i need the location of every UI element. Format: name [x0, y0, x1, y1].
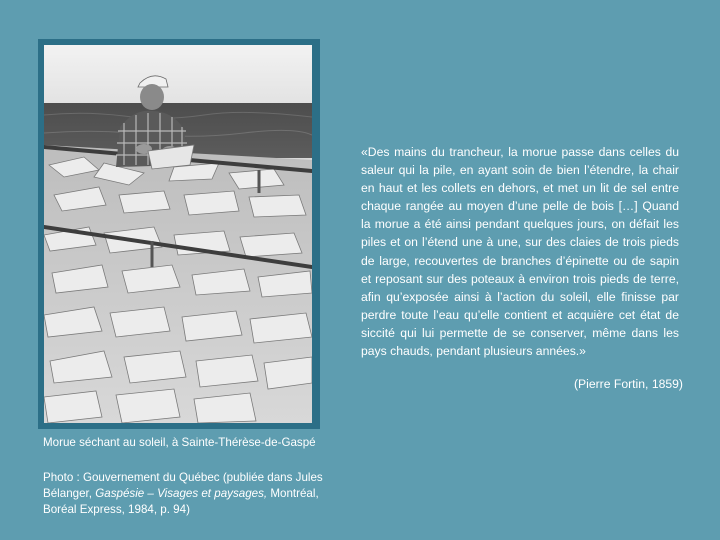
credit-prefix: Photo : Gouvernement du Québec (publiée dans Jules Bélanger,: [43, 471, 323, 501]
fisherman-drying-cod-photo: [44, 45, 312, 423]
credit-book-title: Gaspésie – Visages et paysages,: [95, 487, 268, 501]
photo-credit: [43, 470, 343, 519]
credit-suffix: Montréal, Boréal Express, 1984, p. 94): [43, 487, 319, 517]
historical-quote: «Des mains du trancheur, la morue passe dans celles du saleur qui la pile, en ayant soin de bien l’étendre, la chair en haut et les collets en dehors, et met un lit de sel entre chaque rangée au moyen d’une pelle de bois […] Quand la morue a été ainsi pendant quelques jours, on défait les piles et on l’étend une à une, sur des claies de trois pieds de large, recouvertes de branches d’épinette ou de sapin et reposant sur des poteaux à environ trois pieds de terre, afin qu’exposée ainsi à l’action du soleil, elle finisse par perdre toute l’eau qu’elle contient et acquière cet état de siccité qui lui permette de se conserver, même dans les pays chauds, pendant plusieurs années.»: [361, 145, 679, 359]
photo-frame: [38, 39, 320, 429]
photo-caption: Morue séchant au soleil, à Sainte-Thérèse-de-Gaspé: [43, 436, 316, 449]
quote-attribution: (Pierre Fortin, 1859): [573, 377, 683, 391]
